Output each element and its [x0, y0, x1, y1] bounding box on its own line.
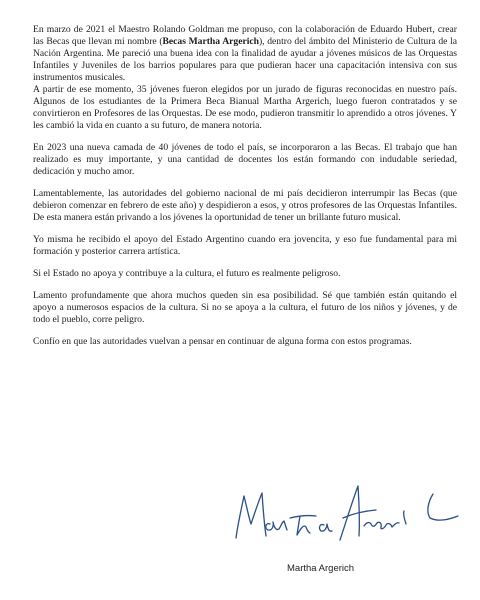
signature-text: Martha Argerich [228, 478, 235, 479]
letter-body [33, 24, 457, 348]
paragraph-closing: Confío en que las autoridades vuelvan a pensar en continuar de alguna forma con estos programas. [33, 336, 412, 347]
paragraph-regret: Lamento profundamente que ahora muchos queden sin esa posibilidad. Sé que también están quitando el apoyo a numerosos espacios de la cultura. Si no se apoya a la cultura, el futuro de los niños y jóvenes, y de todo el pueblo, corre peligro. [33, 290, 457, 325]
paragraph-intro [33, 24, 457, 84]
paragraph-2023: En 2023 una nueva camada de 40 jóvenes de todo el país, se incorporaron a las Becas. El trabajo que han realizado es muy importante, y una cantidad de docentes los están formando con indudable seriedad, dedicación y mucho amor. [33, 142, 457, 177]
paragraph-state-support: Yo misma he recibido el apoyo del Estado Argentino cuando era jovencita, y eso fue fundamental para mi formación y posterior carrera artística. [33, 234, 457, 257]
paragraph-intro-part2: ), dentro del ámbito del Ministerio de Cultura de la Nación Argentina. Me pareció una buena idea con la finalidad de ayudar a jóvenes músicos de las Orquestas Infantiles y Juveniles de los barrios populares para que pudieran hacer una capacitación intensiva con sus instrumentos musicales. [33, 36, 457, 83]
paragraph-danger: Si el Estado no apoya y contribuye a la cultura, el futuro es realmente peligroso. [33, 268, 341, 279]
signatory-name: Martha Argerich [287, 563, 355, 574]
handwritten-signature [228, 478, 464, 550]
paragraph-selection: A partir de ese momento, 35 jóvenes fueron elegidos por un jurado de figuras reconocidas en nuestro país. Algunos de los estudiantes de la Primera Beca Bianual Martha Argerich, luego fueron contratados y se convirtieron en Profesores de las Orquestas. De ese modo, pudieron transmitir lo aprendido a otros jóvenes. Y les cambió la vida en cuanto a su futuro, de manera notoria. [33, 84, 457, 131]
paragraph-interruption: Lamentablemente, las autoridades del gobierno nacional de mi país decidieron interrumpir las Becas (que debieron comenzar en febrero de este año) y despidieron a esos, y otros profesores de las Orquestas Infantiles. De esta manera están privando a los jóvenes la oportunidad de tener un brillante futuro musical. [33, 188, 457, 223]
becas-name-bold: Becas Martha Argerich [162, 36, 259, 47]
paragraph-intro-part1: En marzo de 2021 el Maestro Rolando Goldman me propuso, con la colaboración de Eduardo Hubert, crear las Becas que llevan mi nombre ( [33, 24, 457, 47]
